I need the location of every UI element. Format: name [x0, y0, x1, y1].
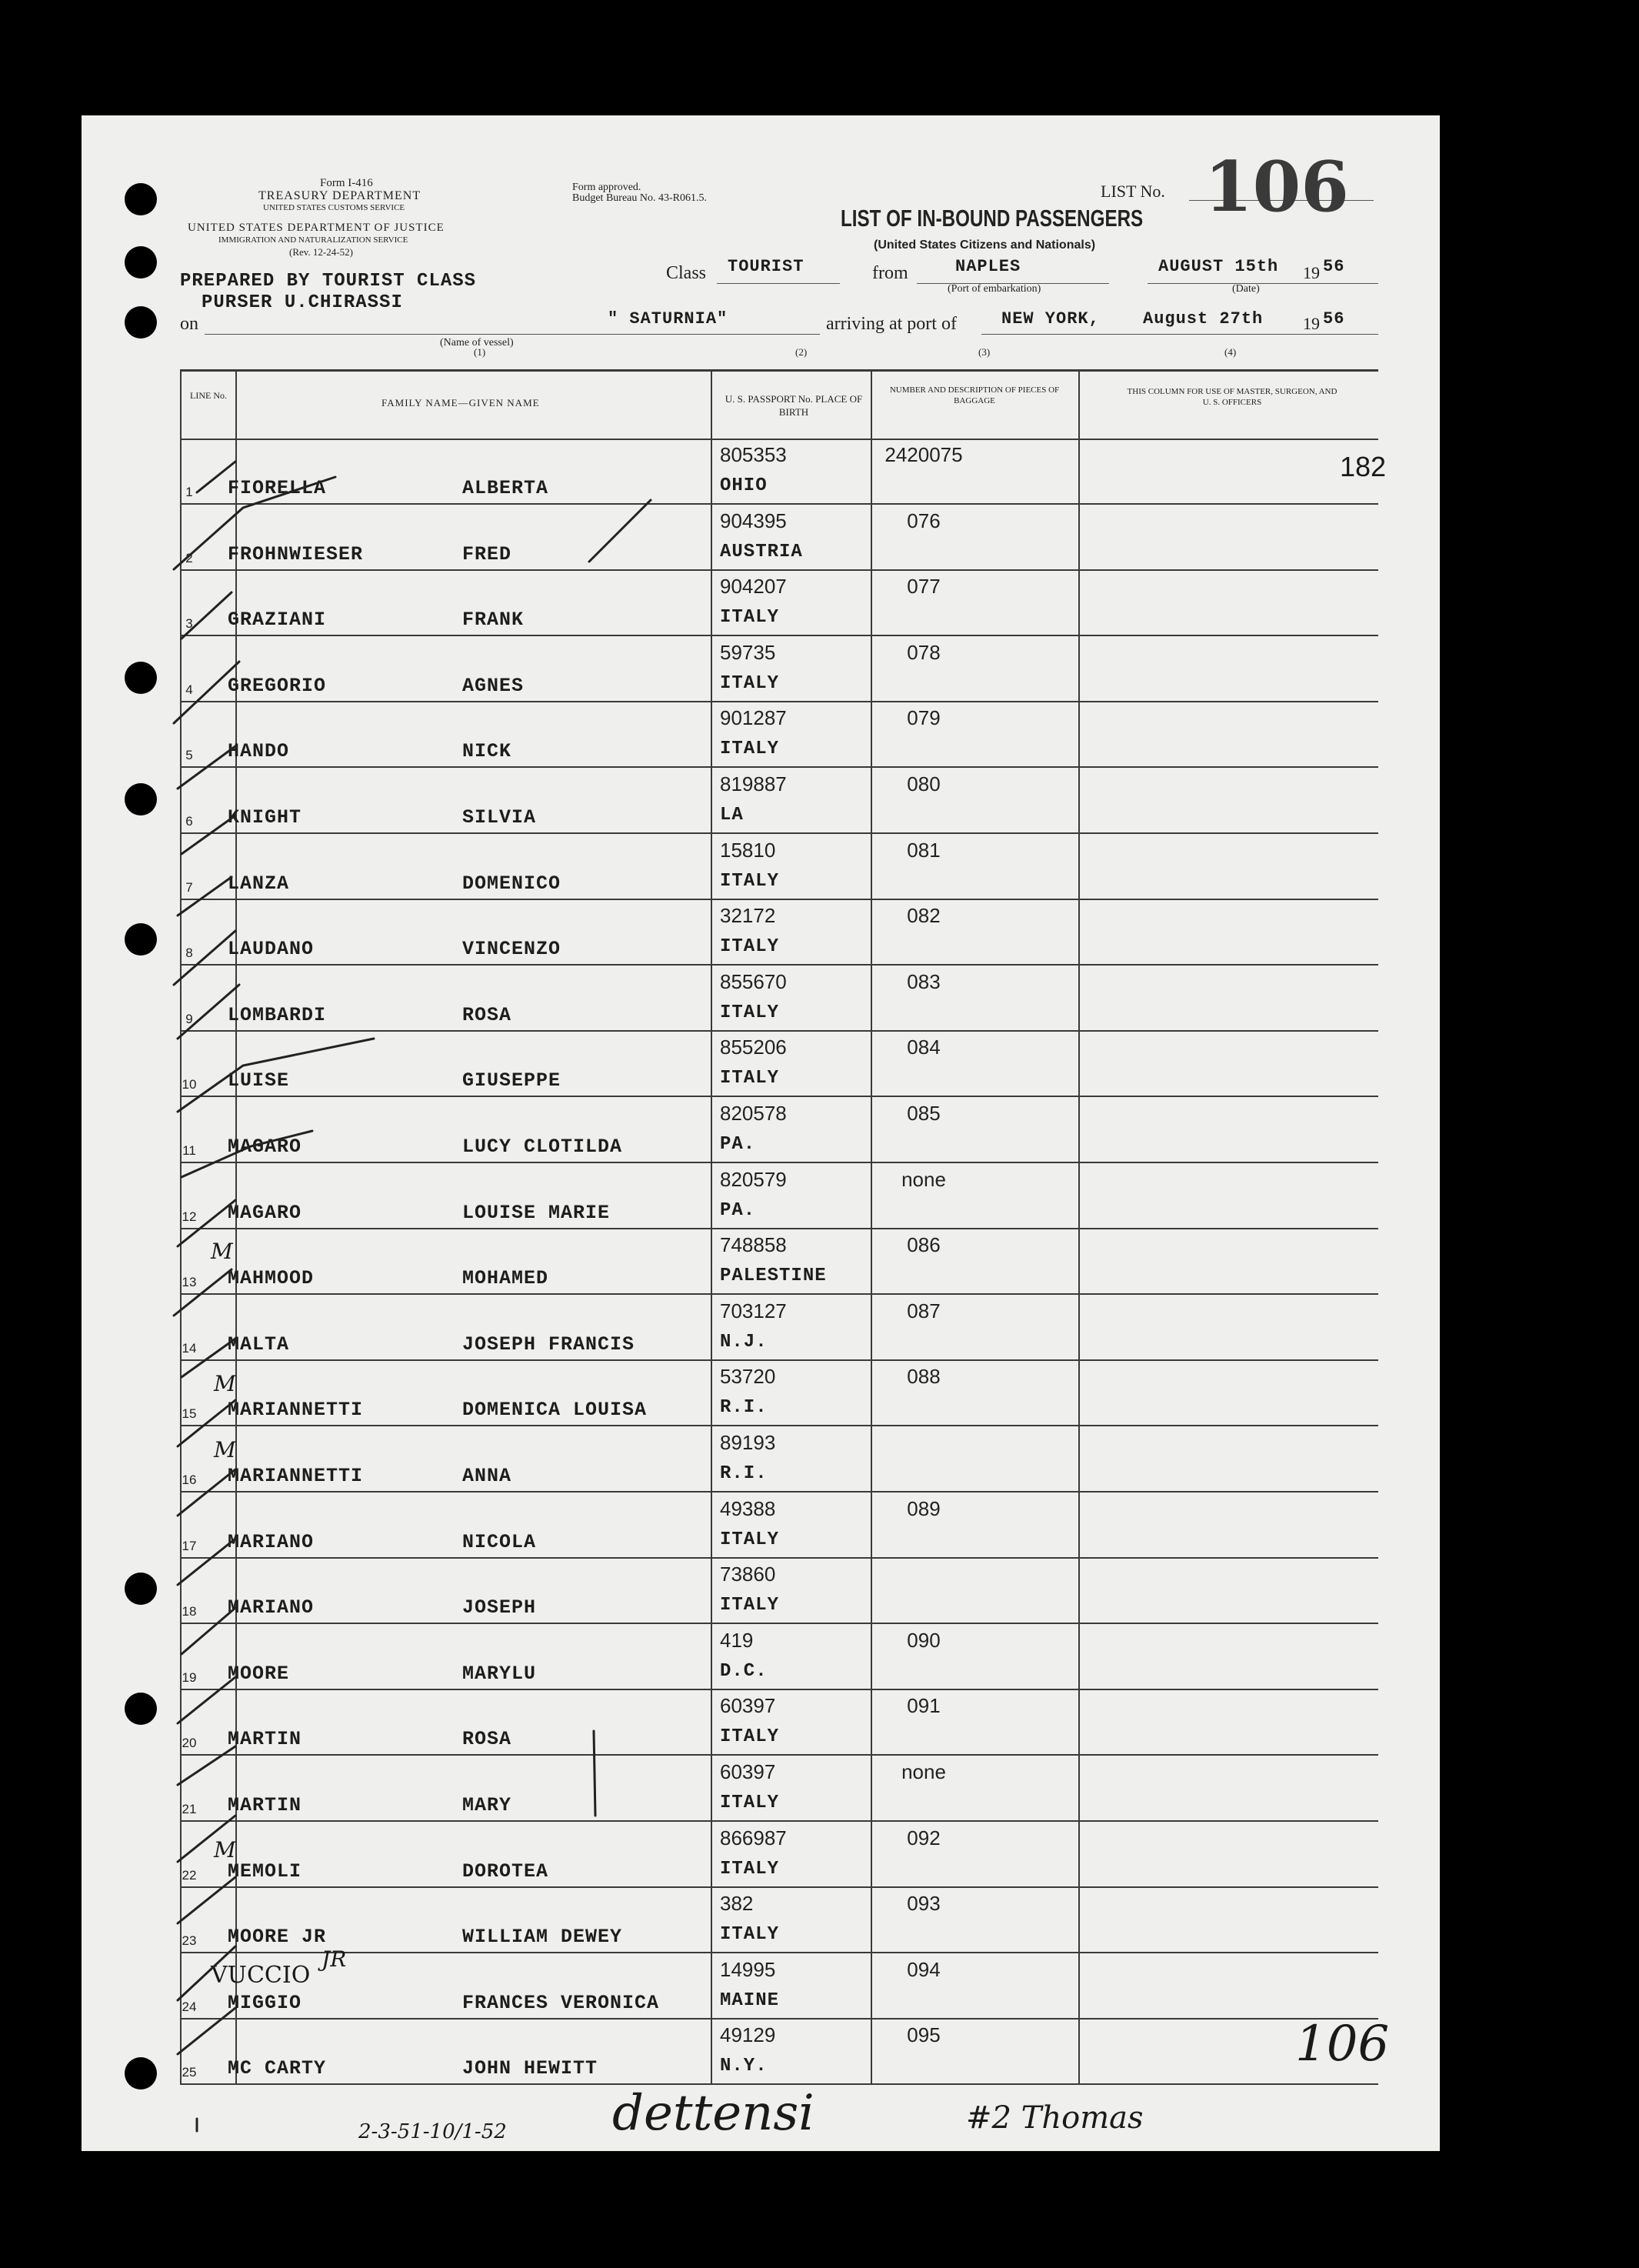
- passport-number: 748858: [720, 1233, 787, 1257]
- given-name: LUCY CLOTILDA: [462, 1136, 623, 1158]
- table-row: [82, 1887, 1440, 1953]
- line-number: 11: [182, 1143, 196, 1158]
- place-of-birth: PA.: [720, 1134, 756, 1155]
- place-of-birth: OHIO: [720, 475, 768, 496]
- passport-number: 904207: [720, 575, 787, 599]
- table-row: [82, 1822, 1440, 1888]
- family-name: MAGARO: [228, 1136, 302, 1158]
- given-name: ROSA: [462, 1728, 512, 1751]
- baggage-number: 090: [907, 1628, 941, 1652]
- family-name: MOORE: [228, 1662, 290, 1685]
- table-row: [82, 1031, 1440, 1097]
- annotation-m-15: M: [214, 1371, 236, 1396]
- baggage-number: 089: [907, 1496, 941, 1520]
- place-of-birth: ITALY: [720, 1858, 780, 1879]
- passport-number: 60397: [720, 1760, 776, 1783]
- baggage-number: 087: [907, 1299, 941, 1322]
- passport-number: 855670: [720, 969, 787, 993]
- place-of-birth: LA: [720, 805, 744, 825]
- table-row: [82, 439, 1440, 505]
- given-name: VINCENZO: [462, 938, 561, 961]
- baggage-number: 092: [907, 1826, 941, 1849]
- place-of-birth: ITALY: [720, 1529, 780, 1550]
- place-of-birth: ITALY: [720, 1068, 780, 1089]
- document-title: LIST OF IN-BOUND PASSENGERS: [841, 205, 1144, 232]
- from-label: from: [872, 263, 908, 283]
- annotation-jr: JR: [321, 1946, 347, 1972]
- col-header-officers: THIS COLUMN FOR USE OF MASTER, SURGEON, AND U. S. OFFICERS: [1127, 387, 1338, 407]
- place-of-birth: ITALY: [720, 1002, 780, 1023]
- budget-bureau: Budget Bureau No. 43-R061.5.: [572, 192, 707, 204]
- table-row: [82, 636, 1440, 702]
- place-of-birth: AUSTRIA: [720, 541, 803, 562]
- customs-service: UNITED STATES CUSTOMS SERVICE: [263, 203, 405, 212]
- given-name: GIUSEPPE: [462, 1069, 561, 1092]
- table-row: [82, 1558, 1440, 1624]
- baggage-number: 083: [907, 969, 941, 993]
- table-row: [82, 1229, 1440, 1295]
- baggage-number: 085: [907, 1102, 941, 1125]
- line-number: 5: [185, 748, 193, 763]
- family-name: KNIGHT: [228, 806, 302, 829]
- line-number: 16: [182, 1473, 197, 1487]
- given-name: DOROTEA: [462, 1859, 549, 1883]
- baggage-number: 084: [907, 1036, 941, 1059]
- table-row: [82, 768, 1440, 834]
- baggage-number: 079: [907, 706, 941, 730]
- baggage-number: 091: [907, 1694, 941, 1718]
- col-number-4: (4): [1224, 346, 1237, 358]
- date-caption: (Date): [1232, 283, 1260, 295]
- passport-number: 60397: [720, 1694, 776, 1718]
- line-number: 25: [182, 2065, 197, 2080]
- col-header-line: LINE No.: [190, 390, 227, 401]
- given-name: NICOLA: [462, 1530, 537, 1553]
- family-name: LOMBARDI: [228, 1003, 327, 1026]
- col-header-baggage: NUMBER AND DESCRIPTION OF PIECES OF BAGGAGE: [889, 385, 1060, 405]
- passport-number: 866987: [720, 1826, 787, 1849]
- given-name: SILVIA: [462, 806, 537, 829]
- col-number-1: (1): [474, 346, 486, 358]
- passport-number: 819887: [720, 772, 787, 795]
- manifest-sheet: [82, 115, 1440, 2151]
- revision: (Rev. 12-24-52): [289, 246, 353, 258]
- table-row: [82, 1295, 1440, 1361]
- passport-number: 703127: [720, 1299, 787, 1322]
- departure-year: 56: [1323, 257, 1345, 276]
- passport-number: 904395: [720, 509, 787, 532]
- line-number: 7: [185, 879, 193, 895]
- given-name: DOMENICA LOUISA: [462, 1399, 648, 1422]
- treasury-dept: TREASURY DEPARTMENT: [258, 189, 421, 202]
- justice-dept: UNITED STATES DEPARTMENT OF JUSTICE: [188, 222, 445, 234]
- baggage-number: 077: [907, 575, 941, 599]
- line-number: 23: [182, 1933, 197, 1949]
- annotation-182: 182: [1340, 451, 1387, 482]
- passport-number: 382: [720, 1892, 754, 1916]
- given-name: JOHN HEWITT: [462, 2057, 598, 2080]
- line-number: 22: [182, 1867, 197, 1883]
- passport-number: 49388: [720, 1496, 776, 1520]
- table-row: [82, 1493, 1440, 1559]
- passport-number: 49129: [720, 2023, 776, 2047]
- punch-hole: [125, 246, 157, 278]
- line-number: 14: [182, 1340, 197, 1356]
- col-header-name: FAMILY NAME—GIVEN NAME: [381, 397, 540, 409]
- baggage-number: 2420075: [884, 443, 963, 466]
- passport-number: 14995: [720, 1957, 776, 1981]
- family-name: LANZA: [228, 872, 290, 895]
- family-name: MAGARO: [228, 1201, 302, 1224]
- table-row: [82, 1756, 1440, 1822]
- place-of-birth: PA.: [720, 1199, 756, 1221]
- line-number: 15: [182, 1406, 197, 1422]
- baggage-number: none: [901, 1167, 946, 1191]
- given-name: WILLIAM DEWEY: [462, 1926, 623, 1949]
- family-name: MEMOLI: [228, 1859, 302, 1883]
- family-name: MOORE JR: [228, 1926, 327, 1949]
- arrival-year-prefix: 19: [1303, 314, 1320, 333]
- place-of-birth: PALESTINE: [720, 1266, 827, 1287]
- line-number: 24: [182, 1999, 197, 2014]
- baggage-number: 080: [907, 772, 941, 795]
- family-name: MALTA: [228, 1332, 290, 1356]
- table-row: [82, 834, 1440, 900]
- table-row: [82, 899, 1440, 966]
- class-label: Class: [666, 263, 707, 283]
- purser-name: PURSER U.CHIRASSI: [202, 292, 403, 313]
- family-name: MARTIN: [228, 1728, 302, 1751]
- line-number: 1: [185, 485, 193, 499]
- place-of-birth: N.Y.: [720, 2056, 768, 2077]
- table-row: [82, 1097, 1440, 1163]
- family-name: MARTIN: [228, 1794, 302, 1816]
- given-name: FRANK: [462, 609, 525, 632]
- list-number-stamp: 106: [1204, 146, 1349, 228]
- place-of-birth: ITALY: [720, 1595, 780, 1616]
- family-name: LUISE: [228, 1069, 290, 1092]
- departure-date: AUGUST 15th: [1158, 257, 1279, 276]
- passport-number: 901287: [720, 706, 787, 730]
- given-name: JOSEPH: [462, 1596, 537, 1619]
- place-of-birth: ITALY: [720, 1924, 780, 1946]
- passport-number: 820579: [720, 1167, 787, 1191]
- baggage-number: 081: [907, 838, 941, 862]
- vessel-caption: (Name of vessel): [440, 337, 514, 349]
- family-name: LAUDANO: [228, 938, 315, 961]
- line-number: 19: [182, 1669, 197, 1685]
- family-name: MAHMOOD: [228, 1267, 315, 1290]
- passport-number: 805353: [720, 443, 787, 466]
- arrival-year: 56: [1323, 309, 1345, 329]
- given-name: DOMENICO: [462, 872, 561, 895]
- place-of-birth: ITALY: [720, 739, 780, 760]
- col-number-2: (2): [795, 346, 808, 358]
- annotation-m-13: M: [211, 1239, 233, 1264]
- annotation-vuccio: VUCCIO: [211, 1962, 311, 1989]
- table-row: [82, 1360, 1440, 1426]
- given-name: AGNES: [462, 674, 525, 697]
- line-number: 9: [185, 1011, 193, 1026]
- place-of-birth: MAINE: [720, 1990, 780, 2011]
- port-embarkation-caption: (Port of embarkation): [948, 283, 1041, 295]
- given-name: JOSEPH FRANCIS: [462, 1332, 635, 1356]
- year-prefix: 19: [1303, 263, 1320, 282]
- baggage-number: 088: [907, 1365, 941, 1389]
- given-name: MARYLU: [462, 1662, 537, 1685]
- line-number: 2: [185, 550, 193, 565]
- place-of-birth: ITALY: [720, 936, 780, 958]
- baggage-number: 093: [907, 1892, 941, 1916]
- family-name: MARIANO: [228, 1530, 315, 1553]
- line-number: 8: [185, 946, 193, 961]
- given-name: LOUISE MARIE: [462, 1201, 611, 1224]
- given-name: ROSA: [462, 1003, 512, 1026]
- line-number: 13: [182, 1275, 197, 1290]
- table-row: [82, 1689, 1440, 1756]
- annotation-bottom-left: 2-3-51-10/1-52: [358, 2120, 507, 2143]
- given-name: NICK: [462, 740, 512, 763]
- passport-number: 15810: [720, 838, 776, 862]
- line-number: 4: [185, 682, 193, 697]
- on-label: on: [180, 314, 198, 334]
- punch-hole: [125, 183, 157, 215]
- passport-number: 32172: [720, 904, 776, 928]
- punch-hole: [125, 306, 157, 339]
- table-row: [82, 505, 1440, 571]
- arriving-label: arriving at port of: [826, 314, 957, 334]
- from-value: NAPLES: [955, 257, 1021, 276]
- place-of-birth: ITALY: [720, 870, 780, 892]
- arrival-port: NEW YORK,: [1001, 309, 1100, 329]
- table-row: [82, 2019, 1440, 2085]
- baggage-number: 078: [907, 640, 941, 664]
- table-top-rule: [180, 369, 1378, 372]
- passport-number: 419: [720, 1628, 754, 1652]
- family-name: FIORELLA: [228, 477, 327, 499]
- passport-number: 820578: [720, 1102, 787, 1125]
- line-number: 21: [182, 1802, 197, 1816]
- baggage-number: 095: [907, 2023, 941, 2047]
- line-number: 3: [185, 616, 193, 632]
- family-name: GRAZIANI: [228, 609, 327, 632]
- baggage-number: none: [901, 1760, 946, 1783]
- line-number: 10: [182, 1077, 197, 1092]
- family-name: HANDO: [228, 740, 290, 763]
- place-of-birth: ITALY: [720, 1726, 780, 1748]
- line-number: 20: [182, 1736, 197, 1751]
- place-of-birth: R.I.: [720, 1397, 768, 1419]
- family-name: MARIANNETTI: [228, 1399, 364, 1422]
- passport-number: 855206: [720, 1036, 787, 1059]
- prepared-by: PREPARED BY TOURIST CLASS: [180, 271, 477, 292]
- passport-number: 89193: [720, 1431, 776, 1454]
- given-name: FRED: [462, 542, 512, 565]
- baggage-number: 086: [907, 1233, 941, 1257]
- passport-number: 59735: [720, 640, 776, 664]
- place-of-birth: ITALY: [720, 672, 780, 694]
- family-name: FROHNWIESER: [228, 542, 364, 565]
- ins-service: IMMIGRATION AND NATURALIZATION SERVICE: [218, 235, 408, 245]
- given-name: MOHAMED: [462, 1267, 549, 1290]
- vessel-name: " SATURNIA": [608, 309, 728, 329]
- passport-number: 53720: [720, 1365, 776, 1389]
- col-header-passport: U. S. PASSPORT No. PLACE OF BIRTH: [725, 393, 863, 418]
- table-row: [82, 1624, 1440, 1690]
- class-value: TOURIST: [728, 257, 805, 276]
- place-of-birth: ITALY: [720, 1793, 780, 1813]
- line-number: 6: [185, 814, 193, 829]
- place-of-birth: D.C.: [720, 1660, 768, 1682]
- given-name: MARY: [462, 1794, 512, 1816]
- line-number: 12: [182, 1209, 197, 1224]
- annotation-106: 106: [1295, 2016, 1390, 2073]
- family-name: MIGGIO: [228, 1991, 302, 2014]
- table-row: [82, 1163, 1440, 1229]
- table-row: [82, 966, 1440, 1032]
- baggage-number: 076: [907, 509, 941, 532]
- table-row: [82, 570, 1440, 636]
- annotation-m-16: M: [214, 1437, 236, 1463]
- passport-number: 73860: [720, 1563, 776, 1586]
- col-number-3: (3): [978, 346, 991, 358]
- line-number: 18: [182, 1604, 197, 1619]
- baggage-number: 082: [907, 904, 941, 928]
- list-number-label: LIST No.: [1101, 182, 1165, 201]
- annotation-m-22: M: [214, 1837, 236, 1863]
- given-name: ALBERTA: [462, 477, 549, 499]
- place-of-birth: N.J.: [720, 1331, 768, 1352]
- table-row: [82, 702, 1440, 768]
- annotation-bottom-right: #2 Thomas: [966, 2100, 1144, 2136]
- table-row: [82, 1426, 1440, 1493]
- arrival-date: August 27th: [1143, 309, 1264, 329]
- family-name: MARIANO: [228, 1596, 315, 1619]
- given-name: ANNA: [462, 1465, 512, 1487]
- line-number: 17: [182, 1538, 197, 1553]
- family-name: MC CARTY: [228, 2057, 327, 2080]
- given-name: FRANCES VERONICA: [462, 1991, 660, 2014]
- document-subtitle: (United States Citizens and Nationals): [874, 238, 1096, 252]
- form-approved: Form approved.: [572, 182, 641, 193]
- family-name: MARIANNETTI: [228, 1465, 364, 1487]
- annotation-signature: dettensi: [612, 2085, 815, 2142]
- form-number: Form I-416: [320, 177, 373, 189]
- baggage-number: 094: [907, 1957, 941, 1981]
- place-of-birth: ITALY: [720, 607, 780, 629]
- family-name: GREGORIO: [228, 674, 327, 697]
- place-of-birth: R.I.: [720, 1463, 768, 1484]
